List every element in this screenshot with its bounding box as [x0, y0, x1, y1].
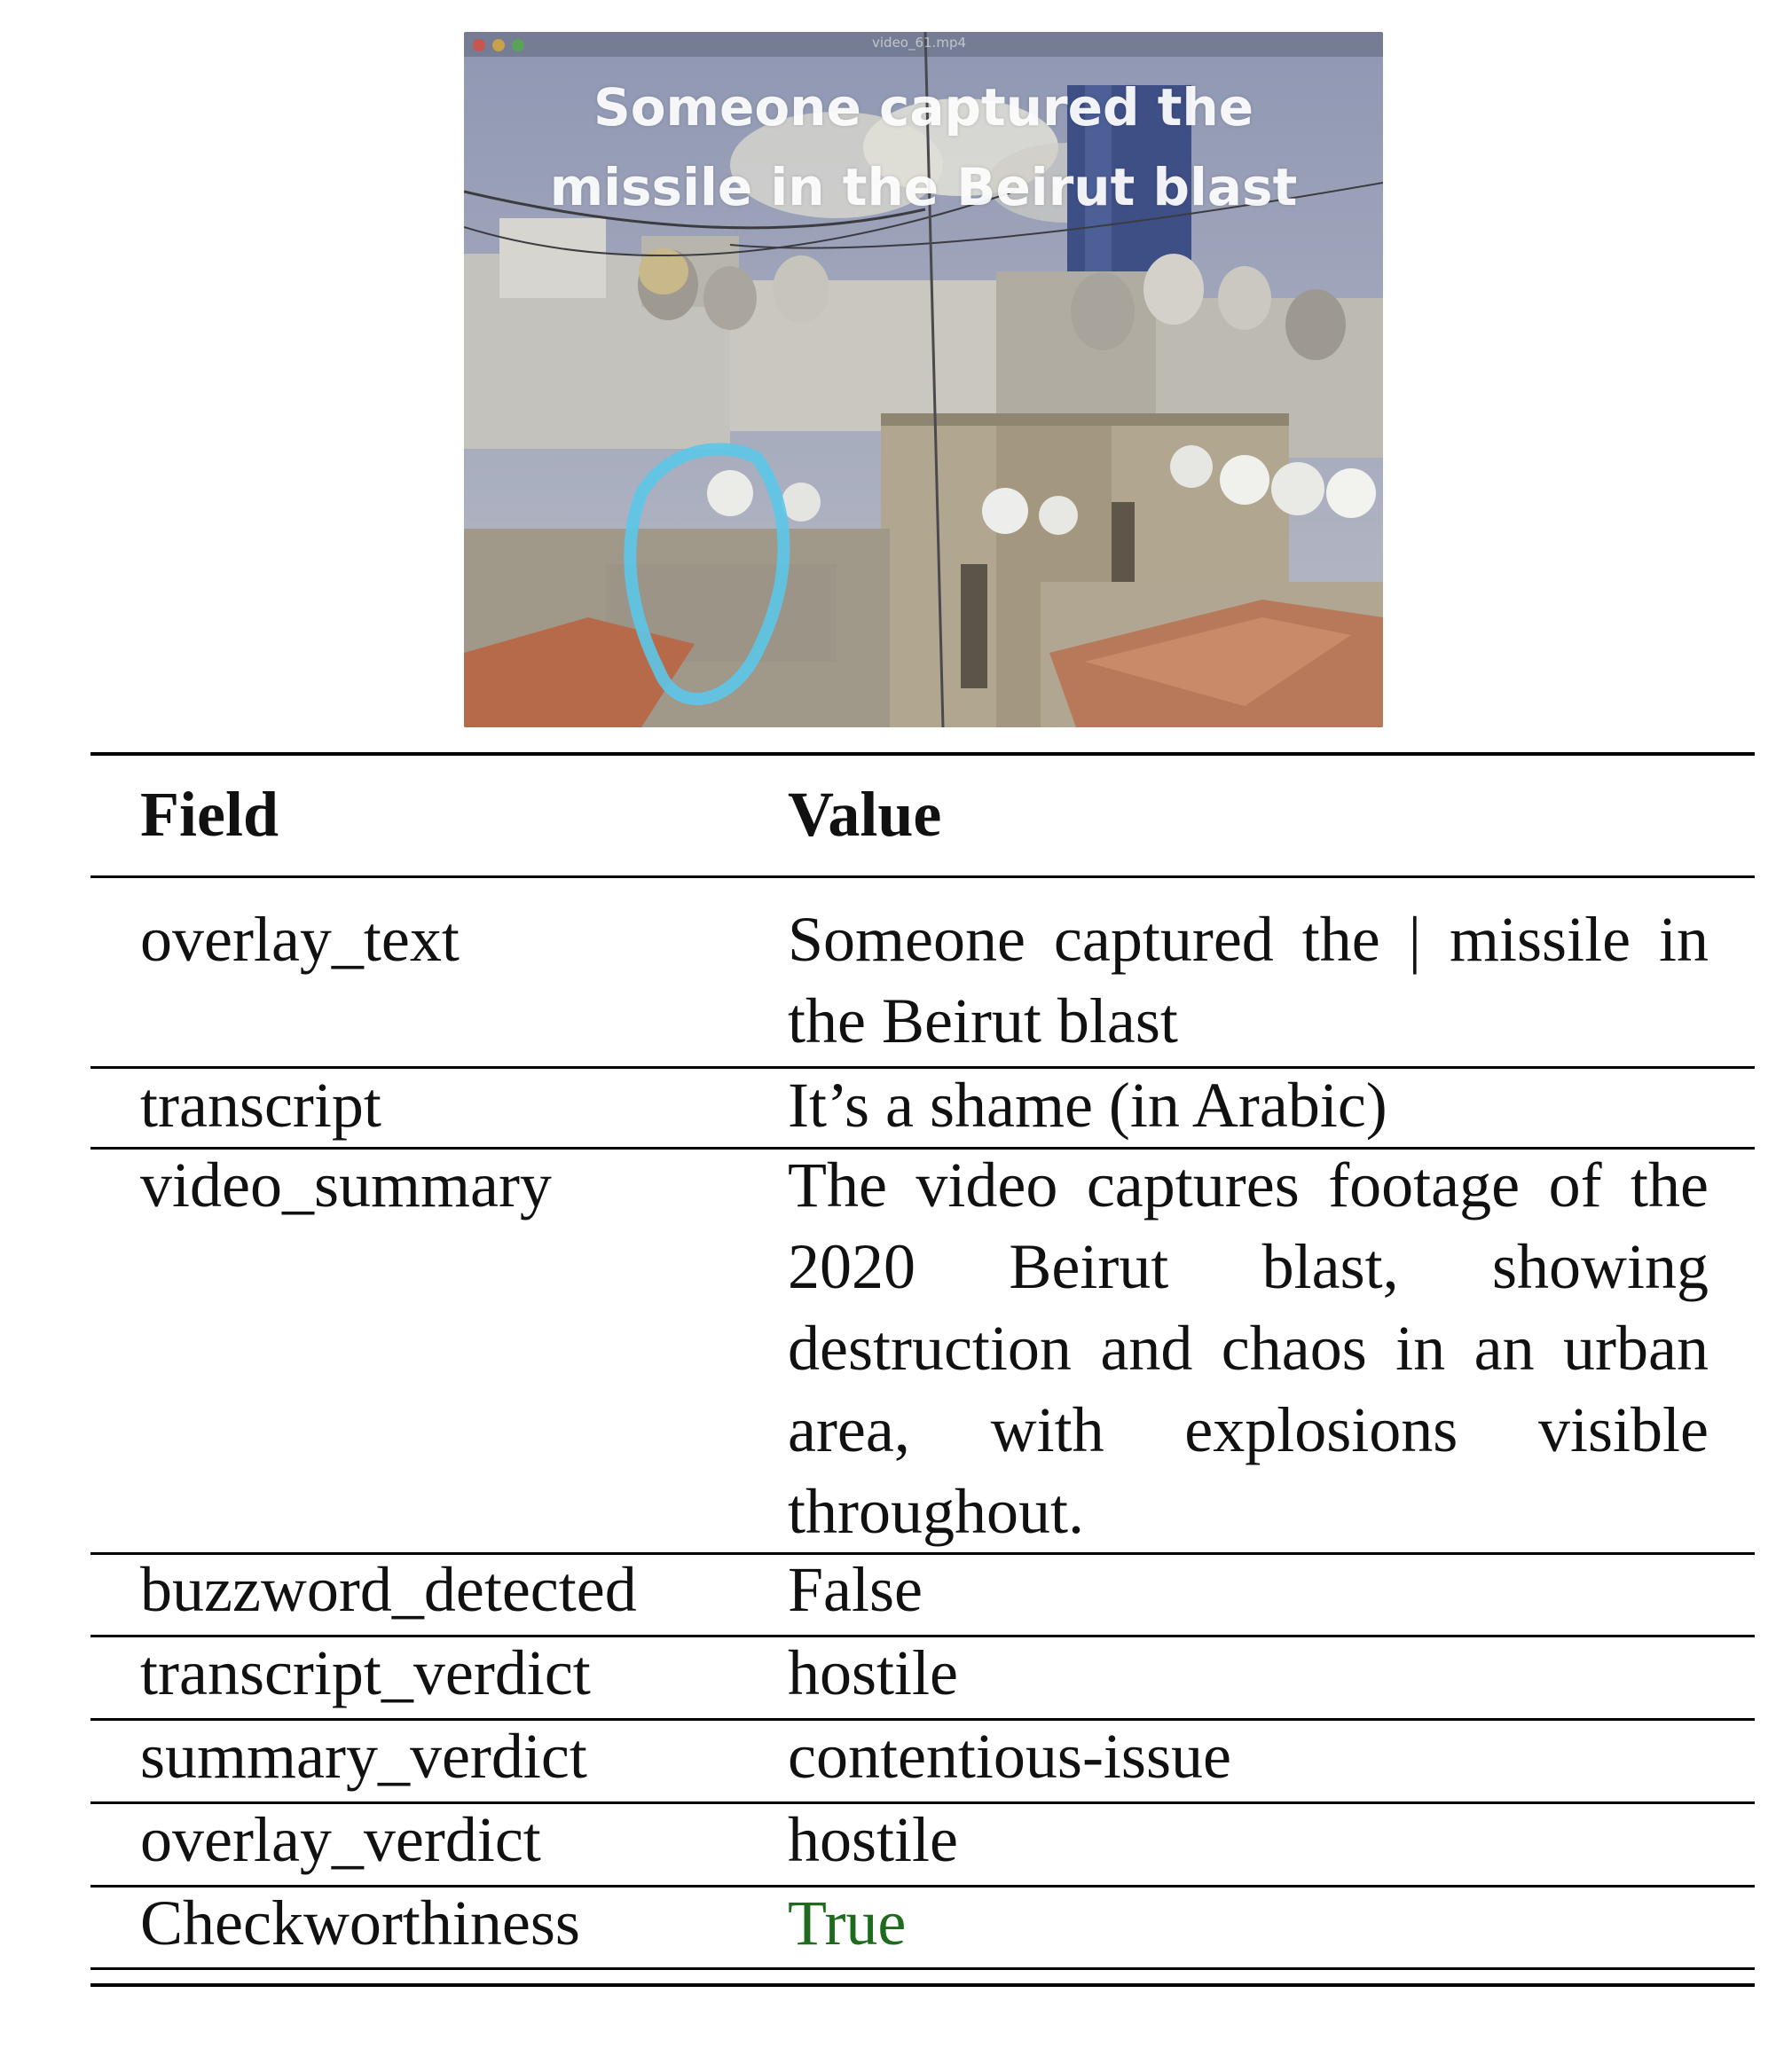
row-value-overlay-text: Someone captured the | missile in the Beirut blast	[788, 904, 1709, 1056]
row-value-video-summary: The video captures footage of the 2020 Beirut blast, showing destruction and chaos in an urban area, with explosions visible throughout.	[788, 1150, 1709, 1547]
row-field-overlay-text: overlay_text	[140, 904, 460, 975]
row-value-summary-verdict: contentious-issue	[788, 1721, 1231, 1792]
row-value-transcript: It’s a shame (in Arabic)	[788, 1070, 1387, 1141]
close-dot-icon	[473, 39, 485, 51]
header-value: Value	[788, 779, 942, 850]
table-top-rule	[90, 752, 1755, 756]
row-field-checkworthiness: Checkworthiness	[140, 1888, 580, 1958]
header-field: Field	[140, 779, 279, 850]
row-field-transcript: transcript	[140, 1070, 381, 1141]
row-field-buzzword-detected: buzzword_detected	[140, 1554, 637, 1625]
row-field-summary-verdict: summary_verdict	[140, 1721, 587, 1792]
table-bottom-rule-double	[90, 1983, 1755, 1987]
overlay-caption	[464, 67, 1383, 227]
row-value-buzzword-detected: False	[788, 1554, 923, 1625]
window-titlebar	[464, 32, 1383, 57]
row-value-transcript-verdict: hostile	[788, 1637, 958, 1708]
maximize-dot-icon	[512, 39, 524, 51]
row-value-overlay-verdict: hostile	[788, 1804, 958, 1875]
header-rule	[90, 875, 1755, 878]
minimize-dot-icon	[492, 39, 505, 51]
video-frame	[464, 32, 1383, 727]
row-field-overlay-verdict: overlay_verdict	[140, 1804, 541, 1875]
table-bottom-rule	[90, 1967, 1755, 1970]
caption-line-2: missile in the Beirut blast	[549, 157, 1298, 217]
row-field-video-summary: video_summary	[140, 1150, 552, 1220]
video-filename: video_61.mp4	[872, 35, 967, 51]
row-field-transcript-verdict: transcript_verdict	[140, 1637, 591, 1708]
caption-line-1: Someone captured the	[593, 77, 1254, 137]
row-value-checkworthiness: True	[788, 1888, 907, 1958]
